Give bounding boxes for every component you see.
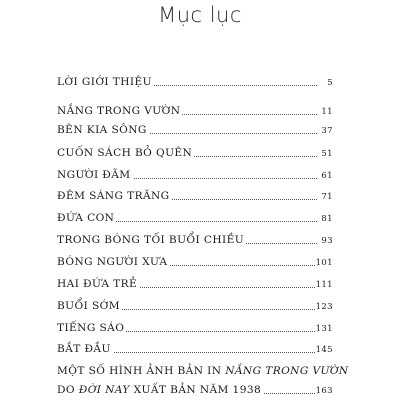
toc-entry-title-prefix: DO	[57, 384, 79, 396]
toc-entry	[57, 254, 333, 270]
toc-entry	[57, 210, 333, 226]
toc-entry	[57, 382, 333, 398]
toc-entry-title: BÓNG NGƯỜI XƯA	[57, 256, 168, 268]
toc-entry-page-number: 37	[320, 123, 333, 139]
toc-entry-page-number: 101	[315, 255, 333, 271]
publisher-italic: ĐỜI NAY	[78, 384, 130, 396]
toc-entry-title: ĐỨA CON	[57, 212, 115, 224]
toc-entry	[57, 320, 333, 336]
toc-entry-title: BUỔI SỚM	[57, 300, 120, 312]
toc-entry-page-number: 5	[326, 75, 333, 91]
toc-entry-page-number: 71	[320, 189, 333, 205]
toc-entry-title: TIẾNG SÁO	[57, 322, 125, 334]
toc-entry-title: CUỐN SÁCH BỎ QUÊN	[57, 147, 193, 159]
toc-entry-page-number: 61	[320, 168, 333, 184]
toc-entry-page-number: 123	[315, 299, 333, 315]
toc-entry-title: NẮNG TRONG VƯỜN	[57, 105, 181, 117]
toc-entry-page-number: 163	[315, 383, 333, 399]
toc-entry-page-number: 51	[320, 146, 333, 162]
toc-entry-page-number: 93	[320, 233, 333, 249]
toc-entry-page-number: 145	[315, 342, 333, 358]
toc-entry	[57, 298, 333, 314]
toc-entry-title: BẮT ĐẦU	[57, 343, 111, 355]
toc-entry-page-number: 11	[320, 104, 333, 120]
book-title-italic: NẮNG TRONG VƯỜN	[225, 365, 349, 377]
toc-entry-title: TRONG BÓNG TỐI BUỔI CHIỀU	[57, 234, 245, 246]
toc-entry-title: BÊN KIA SÔNG	[57, 124, 147, 136]
toc-entry	[57, 145, 333, 161]
toc-entry	[57, 276, 333, 292]
toc-entry-title-line2	[57, 382, 263, 398]
toc-entry	[57, 341, 333, 357]
toc-entry-page-number: 111	[315, 277, 333, 293]
toc-entry	[57, 74, 333, 90]
toc-entry-title-suffix: XUẤT BẢN NĂM 1938	[129, 384, 262, 396]
toc-entry	[57, 232, 333, 248]
toc-entry	[57, 188, 333, 204]
toc-entry	[57, 167, 333, 183]
toc-entry-title: LỜI GIỚI THIỆU	[57, 76, 152, 88]
toc-entry-title: ĐÊM SÁNG TRĂNG	[57, 190, 170, 202]
toc-entry-title-prefix: MỘT SỐ HÌNH ẢNH BẢN IN	[57, 365, 226, 377]
toc-entry	[57, 122, 333, 138]
toc-entry	[57, 103, 333, 119]
toc-entry-title-line1	[57, 363, 349, 379]
toc-entry-title: NGƯỜI ĐÃM	[57, 169, 131, 181]
toc-entry-page-number: 131	[315, 321, 333, 337]
page-title: Mục lục	[158, 3, 242, 27]
toc-entry-page-number: 81	[320, 211, 333, 227]
toc-entry-title: HAI ĐỨA TRẺ	[57, 278, 138, 290]
